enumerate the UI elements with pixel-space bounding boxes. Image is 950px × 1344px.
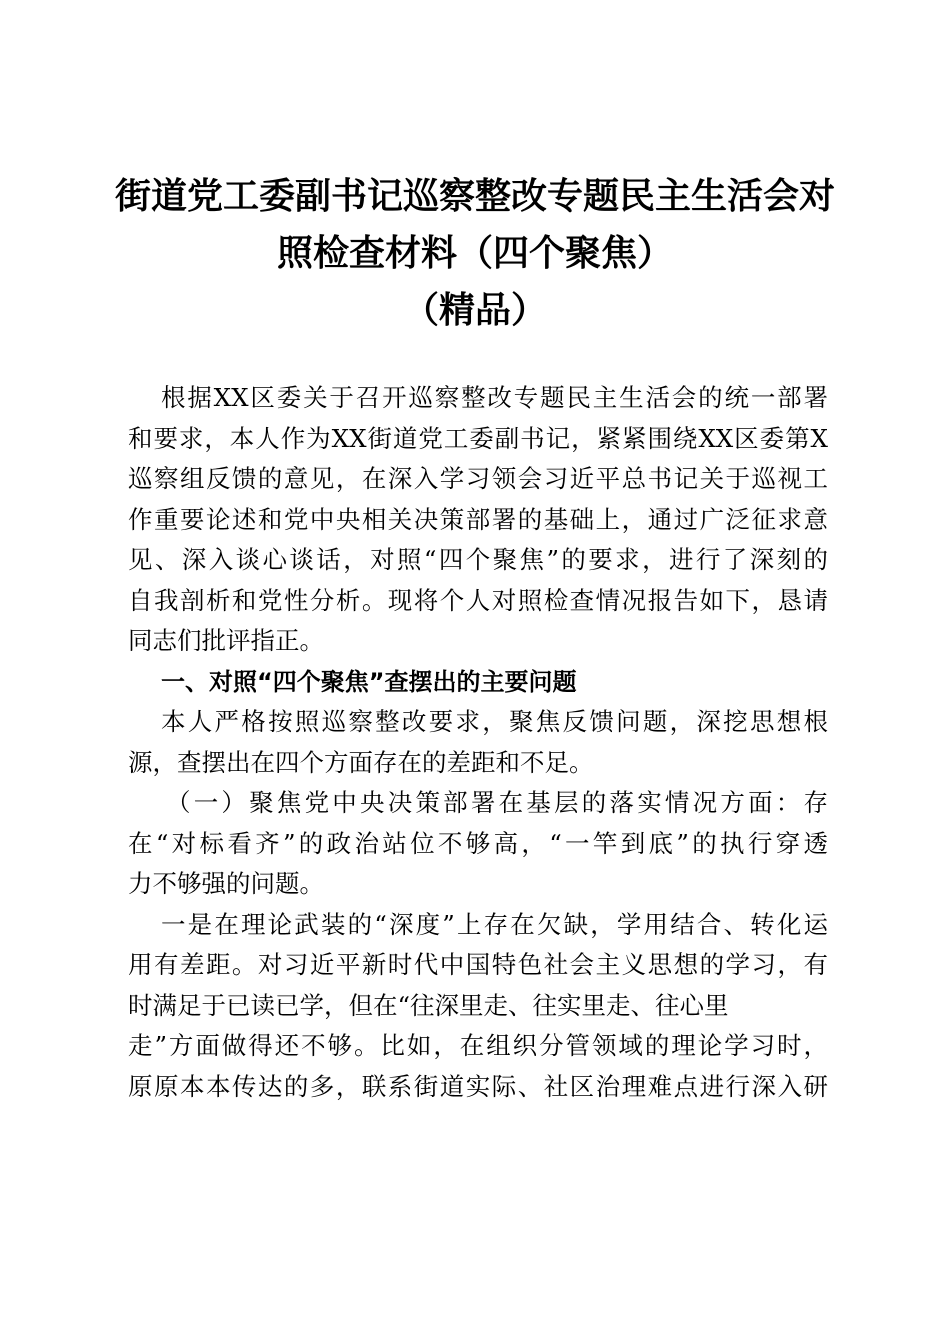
- text-line: 用有差距。对习近平新时代中国特色社会主义思想的学习，有: [128, 950, 828, 979]
- document-body: [128, 378, 828, 1107]
- point-one-paragraph: [128, 905, 828, 1108]
- section-intro-paragraph: [128, 702, 828, 783]
- text-line: 力不够强的问题。: [128, 869, 324, 898]
- section-heading: [128, 662, 828, 703]
- text-line: 巡察组反馈的意见，在深入学习领会习近平总书记关于巡视工: [128, 464, 828, 493]
- text-line: 在“对标看齐”的政治站位不够高，“一竿到底”的执行穿透: [128, 828, 828, 858]
- text-line: 原原本本传达的多，联系街道实际、社区治理难点进行深入研: [128, 1071, 828, 1101]
- title-line-3: （精品）: [402, 289, 547, 331]
- text-line: （一）聚焦党中央决策部署在基层的落实情况方面：存: [166, 788, 828, 817]
- section-heading-text: 一、对照“四个聚焦”查摆出的主要问题: [161, 667, 577, 696]
- text-line: 本人严格按照巡察整改要求，聚焦反馈问题，深挖思想根: [161, 707, 828, 736]
- text-line: 作重要论述和党中央相关决策部署的基础上，通过广泛征求意: [128, 504, 828, 534]
- text-line: 时满足于已读已学，但在“往深里走、往实里走、往心里: [128, 990, 729, 1020]
- text-line: 自我剖析和党性分析。现将个人对照检查情况报告如下，恳请: [128, 585, 828, 615]
- document-title: [0, 168, 950, 339]
- text-line: 一是在理论武装的“深度”上存在欠缺，学用结合、转化运: [161, 909, 828, 939]
- text-line: 和要求，本人作为XX街道党工委副书记，紧紧围绕XX区委第X: [128, 423, 828, 453]
- text-line: 同志们批评指正。: [128, 626, 324, 655]
- intro-paragraph: [128, 378, 828, 662]
- subsection-heading: [128, 783, 828, 905]
- text-line: 走”方面做得还不够。比如，在组织分管领域的理论学习时，: [128, 1031, 828, 1060]
- text-line: 见、深入谈心谈话，对照“四个聚焦”的要求，进行了深刻的: [128, 545, 828, 574]
- text-line: 源，查摆出在四个方面存在的差距和不足。: [128, 747, 594, 777]
- text-line: 根据XX区委关于召开巡察整改专题民主生活会的统一部署: [161, 383, 828, 412]
- title-line-2: 照检查材料（四个聚焦）: [276, 232, 673, 274]
- title-line-1: 街道党工委副书记巡察整改专题民主生活会对: [114, 175, 835, 217]
